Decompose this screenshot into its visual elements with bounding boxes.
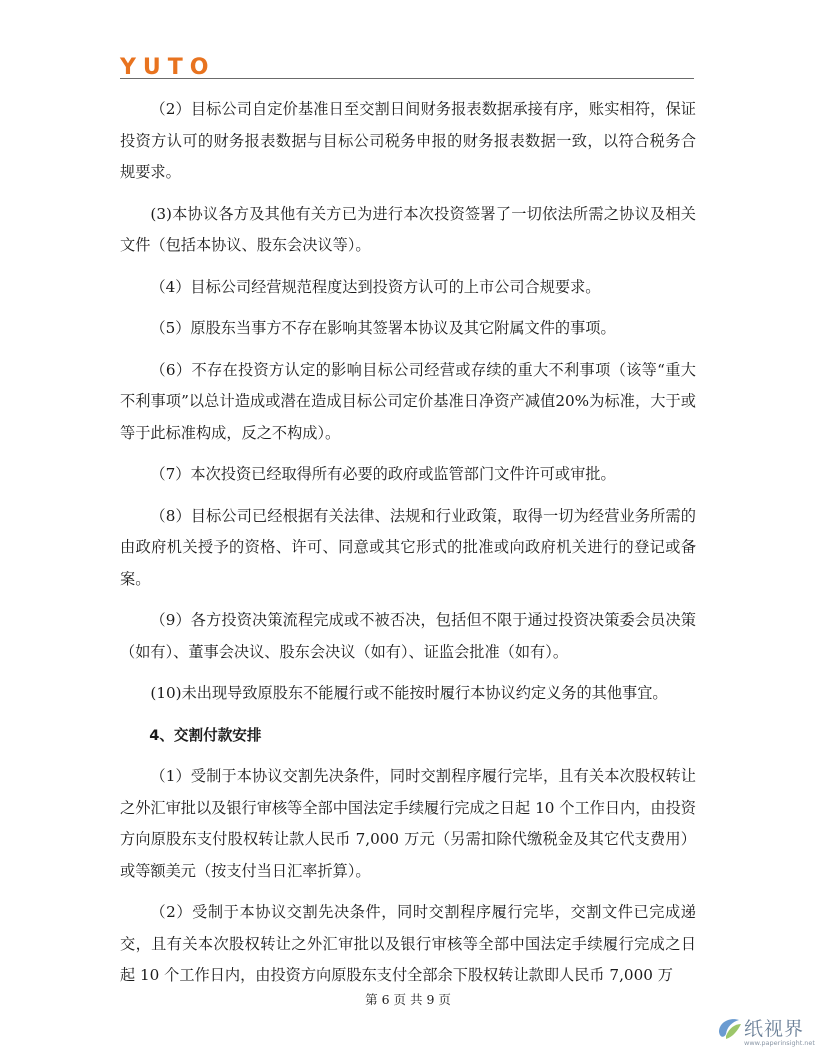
section-heading: 4、交割付款安排 xyxy=(149,726,262,744)
paragraph: （6）不存在投资方认定的影响目标公司经营或存续的重大不利事项（该等“重大不利事项”以总计造成或潜在造成目标公司定价基准日净资产减值20%为标准，大于或等于此标准构成，反之不构成）。 xyxy=(120,360,696,442)
paragraph: （1）受制于本协议交割先决条件，同时交割程序履行完毕，且有关本次股权转让之外汇审批以及银行审核等全部中国法定手续履行完成之日起 10 个工作日内，由投资方向原股东支付股权转让款人民币 7,000 万元（另需扣除代缴税金及其它代支费用）或等额美元（按支付当日汇率折算）。 xyxy=(120,767,696,880)
paragraph: (3)本协议各方及其他有关方已为进行本次投资签署了一切依法所需之协议及相关文件（包括本协议、股东会决议等）。 xyxy=(120,204,696,254)
watermark-url: www.paperinsight.net xyxy=(744,1039,815,1047)
watermark-logo-icon xyxy=(714,1014,744,1044)
watermark xyxy=(714,1012,814,1052)
company-logo: YUTO xyxy=(120,55,216,80)
paragraph: （4）目标公司经营规范程度达到投资方认可的上市公司合规要求。 xyxy=(150,277,601,296)
paragraph: （2）目标公司自定价基准日至交割日间财务报表数据承接有序，账实相符，保证投资方认可的财务报表数据与目标公司税务申报的财务报表数据一致，以符合税务合规要求。 xyxy=(120,100,696,181)
paragraph: (10)未出现导致原股东不能履行或不能按时履行本协议约定义务的其他事宜。 xyxy=(150,684,668,702)
paragraph: （5）原股东当事方不存在影响其签署本协议及其它附属文件的事项。 xyxy=(150,319,616,337)
paragraph: （7）本次投资已经取得所有必要的政府或监管部门文件许可或审批。 xyxy=(150,465,616,483)
watermark-text: 纸视界 xyxy=(744,1018,805,1040)
paragraph: （8）目标公司已经根据有关法律、法规和行业政策，取得一切为经营业务所需的由政府机关授予的资格、许可、同意或其它形式的批准或向政府机关进行的登记或备案。 xyxy=(120,506,696,588)
paragraph: （9）各方投资决策流程完成或不被否决，包括但不限于通过投资决策委会员决策（如有）、董事会决议、股东会决议（如有）、证监会批准（如有）。 xyxy=(120,611,696,661)
header-divider xyxy=(120,78,694,79)
paragraph: （2）受制于本协议交割先决条件，同时交割程序履行完毕，交割文件已完成递交，且有关本次股权转让之外汇审批以及银行审核等全部中国法定手续履行完成之日起 10 个工作日内，由投资方向原股东支付全部余下股权转让款即人民币 7,000 万 xyxy=(120,903,696,984)
page-number: 第 6 页 共 9 页 xyxy=(365,992,451,1007)
document-body xyxy=(120,94,696,1002)
